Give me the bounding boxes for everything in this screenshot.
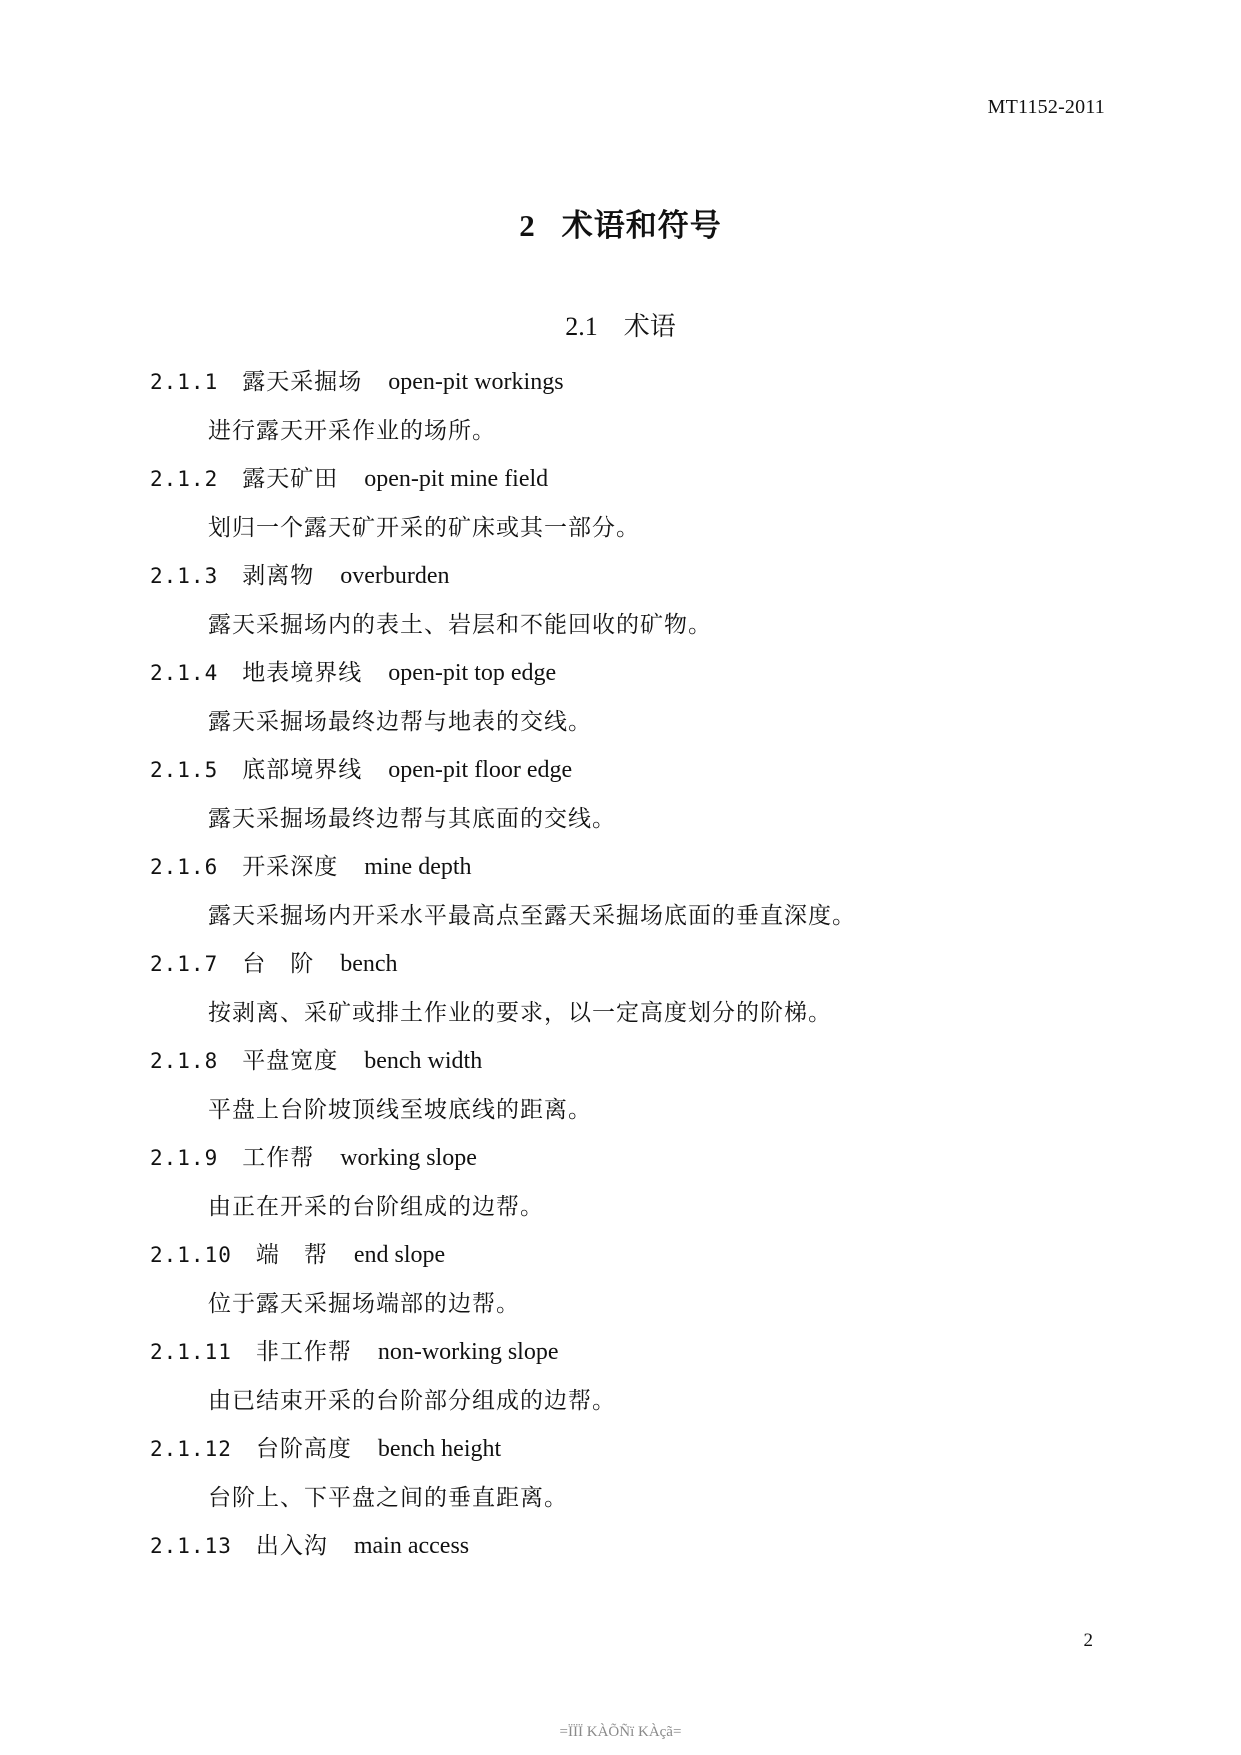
term-definition: 由正在开采的台阶组成的边帮。 <box>208 1194 544 1220</box>
term-heading <box>150 1138 1110 1186</box>
term-definition: 平盘上台阶坡顶线至坡底线的距离。 <box>208 1097 592 1123</box>
term-heading <box>150 362 1110 410</box>
term-english: overburden <box>340 563 450 589</box>
term-definition: 位于露天采掘场端部的边帮。 <box>208 1291 520 1317</box>
document-code: MT1152-2011 <box>987 96 1105 118</box>
term-definition: 按剥离、采矿或排土作业的要求，以一定高度划分的阶梯。 <box>208 1000 832 1026</box>
term-english: bench <box>340 951 398 977</box>
term-entry <box>150 1332 1110 1429</box>
term-chinese: 露天采掘场 <box>242 369 363 395</box>
term-heading <box>150 1332 1110 1380</box>
term-chinese: 端 帮 <box>255 1242 328 1268</box>
term-entry <box>150 944 1110 1041</box>
terms-list <box>150 362 1110 1623</box>
term-english: working slope <box>340 1145 477 1171</box>
term-number: 2.1.7 <box>150 952 219 976</box>
term-entry <box>150 1138 1110 1235</box>
term-heading <box>150 653 1110 701</box>
term-entry <box>150 1235 1110 1332</box>
term-number: 2.1.5 <box>150 758 219 782</box>
term-heading <box>150 556 1110 604</box>
term-english: open-pit mine field <box>364 466 549 492</box>
term-chinese: 非工作帮 <box>255 1339 352 1365</box>
term-definition: 露天采掘场最终边帮与地表的交线。 <box>208 709 592 735</box>
term-english: end slope <box>353 1242 446 1268</box>
term-english: open-pit workings <box>388 369 564 395</box>
term-chinese: 出入沟 <box>255 1533 328 1559</box>
term-definition: 露天采掘场内的表土、岩层和不能回收的矿物。 <box>208 612 712 638</box>
term-chinese: 台 阶 <box>242 951 315 977</box>
chapter-title-text: 术语和符号 <box>561 208 722 244</box>
term-number: 2.1.6 <box>150 855 219 879</box>
term-heading <box>150 1429 1110 1477</box>
term-number: 2.1.12 <box>150 1437 232 1461</box>
term-number: 2.1.3 <box>150 564 219 588</box>
term-entry <box>150 750 1110 847</box>
term-entry <box>150 459 1110 556</box>
term-chinese: 底部境界线 <box>242 757 363 783</box>
term-heading <box>150 944 1110 992</box>
term-english: bench width <box>364 1048 483 1074</box>
term-heading <box>150 750 1110 798</box>
term-english: mine depth <box>364 854 472 880</box>
section-title <box>0 306 1241 343</box>
term-number: 2.1.8 <box>150 1049 219 1073</box>
term-chinese: 台阶高度 <box>255 1436 352 1462</box>
term-definition: 台阶上、下平盘之间的垂直距离。 <box>208 1485 568 1511</box>
term-heading <box>150 1041 1110 1089</box>
term-english: open-pit top edge <box>388 660 557 686</box>
term-number: 2.1.9 <box>150 1146 219 1170</box>
term-chinese: 工作帮 <box>242 1145 315 1171</box>
term-definition: 进行露天开采作业的场所。 <box>208 418 496 444</box>
term-definition: 由已结束开采的台阶部分组成的边帮。 <box>208 1388 616 1414</box>
term-entry <box>150 1526 1110 1623</box>
term-entry <box>150 847 1110 944</box>
term-english: bench height <box>377 1436 502 1462</box>
term-english: non-working slope <box>377 1339 559 1365</box>
section-number: 2.1 <box>565 312 598 341</box>
term-entry <box>150 362 1110 459</box>
term-definition: 划归一个露天矿开采的矿床或其一部分。 <box>208 515 640 541</box>
chapter-title <box>0 200 1241 245</box>
term-entry <box>150 556 1110 653</box>
footer-watermark: =ÏÏÏ KÀÕÑï KÀçã= <box>559 1724 682 1740</box>
term-chinese: 开采深度 <box>242 854 339 880</box>
term-definition: 露天采掘场内开采水平最高点至露天采掘场底面的垂直深度。 <box>208 903 856 929</box>
page-number: 2 <box>1083 1630 1093 1651</box>
chapter-number: 2 <box>519 208 536 243</box>
term-number: 2.1.11 <box>150 1340 232 1364</box>
term-number: 2.1.13 <box>150 1534 232 1558</box>
term-chinese: 剥离物 <box>242 563 315 589</box>
term-chinese: 露天矿田 <box>242 466 339 492</box>
term-english: main access <box>353 1533 470 1559</box>
term-chinese: 平盘宽度 <box>242 1048 339 1074</box>
section-title-text: 术语 <box>623 312 676 342</box>
term-chinese: 地表境界线 <box>242 660 363 686</box>
term-heading <box>150 847 1110 895</box>
term-number: 2.1.1 <box>150 370 219 394</box>
term-number: 2.1.2 <box>150 467 219 491</box>
term-definition: 露天采掘场最终边帮与其底面的交线。 <box>208 806 616 832</box>
term-heading <box>150 459 1110 507</box>
term-heading <box>150 1235 1110 1283</box>
term-number: 2.1.4 <box>150 661 219 685</box>
term-entry <box>150 653 1110 750</box>
term-entry <box>150 1429 1110 1526</box>
term-number: 2.1.10 <box>150 1243 232 1267</box>
term-heading <box>150 1526 1110 1574</box>
term-english: open-pit floor edge <box>388 757 573 783</box>
term-entry <box>150 1041 1110 1138</box>
